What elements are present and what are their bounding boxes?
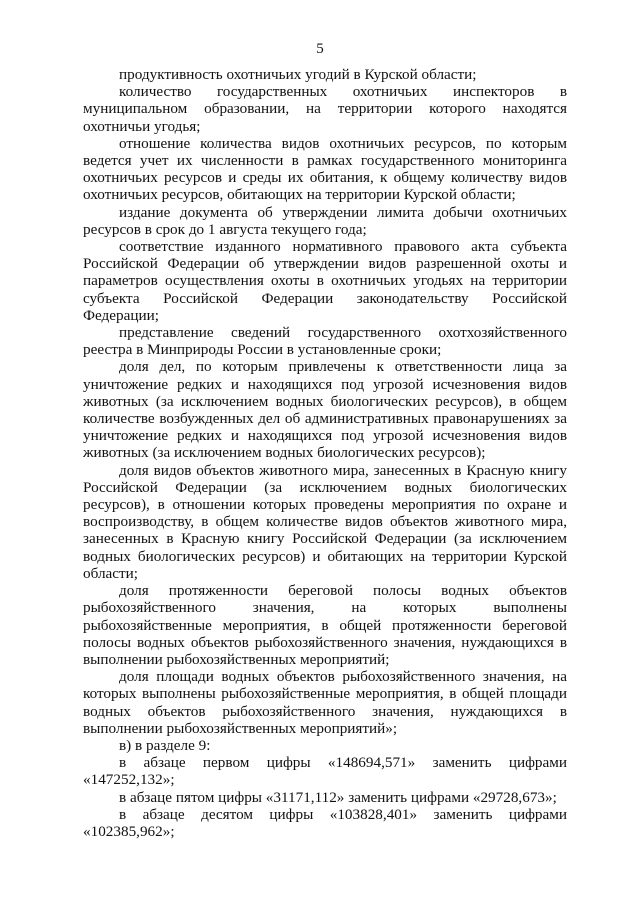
paragraph: соответствие изданного нормативного правового акта субъекта Российской Федерации об утверждении видов разрешенной охоты и параметров осуществления охоты в охотничьих угодьях на территории субъекта Российской Федерации законодательству Российской Федерации; xyxy=(83,238,567,324)
paragraph: в абзаце первом цифры «148694,571» заменить цифрами «147252,132»; xyxy=(83,754,567,789)
paragraph: доля протяженности береговой полосы водных объектов рыбохозяйственного значения, на которых выполнены рыбохозяйственные мероприятия, в общей протяженности береговой полосы водных объектов рыбохозяйственного значения, нуждающихся в выполнении рыбохозяйственных мероприятий; xyxy=(83,582,567,668)
paragraph: в абзаце десятом цифры «103828,401» заменить цифрами «102385,962»; xyxy=(83,805,567,840)
paragraph: количество государственных охотничьих инспекторов в муниципальном образовании, на территории которого находятся охотничьи угодья; xyxy=(83,83,567,135)
page-number: 5 xyxy=(316,41,324,57)
paragraph: издание документа об утверждении лимита добычи охотничьих ресурсов в срок до 1 августа текущего года; xyxy=(83,203,567,238)
paragraph: отношение количества видов охотничьих ресурсов, по которым ведется учет их численности в рамках государственного мониторинга охотничьих ресурсов и среды их обитания, к общему количеству видов охотничьих ресурсов, обитающих на территории Курской области; xyxy=(83,134,567,204)
paragraph: доля дел, по которым привлечены к ответственности лица за уничтожение редких и находящихся под угрозой исчезновения видов животных (за исключением водных биологических ресурсов), в общем количестве возбужденных дел об административных правонарушениях за уничтожение редких и находящихся под угрозой исчезновения видов животных (за исключением водных биологических ресурсов); xyxy=(83,358,567,462)
document-body xyxy=(83,66,567,840)
paragraph: в абзаце пятом цифры «31171,112» заменить цифрами «29728,673»; xyxy=(119,788,557,806)
paragraph: в) в разделе 9: xyxy=(119,736,211,754)
paragraph: доля видов объектов животного мира, занесенных в Красную книгу Российской Федерации (за исключением водных биологических ресурсов), в отношении которых проведены мероприятия по охране и воспроизводству, в общем количестве видов объектов животного мира, занесенных в Красную книгу Российской Федерации (за исключением водных биологических ресурсов) и обитающих на территории Курской области; xyxy=(83,461,567,582)
paragraph: представление сведений государственного охотхозяйственного реестра в Минприроды России в установленные сроки; xyxy=(83,324,567,359)
paragraph: доля площади водных объектов рыбохозяйственного значения, на которых выполнены рыбохозяйственные мероприятия, в общей площади водных объектов рыбохозяйственного значения, нуждающихся в выполнении рыбохозяйственных мероприятий»; xyxy=(83,668,567,737)
paragraph: продуктивность охотничьих угодий в Курской области; xyxy=(119,66,477,83)
